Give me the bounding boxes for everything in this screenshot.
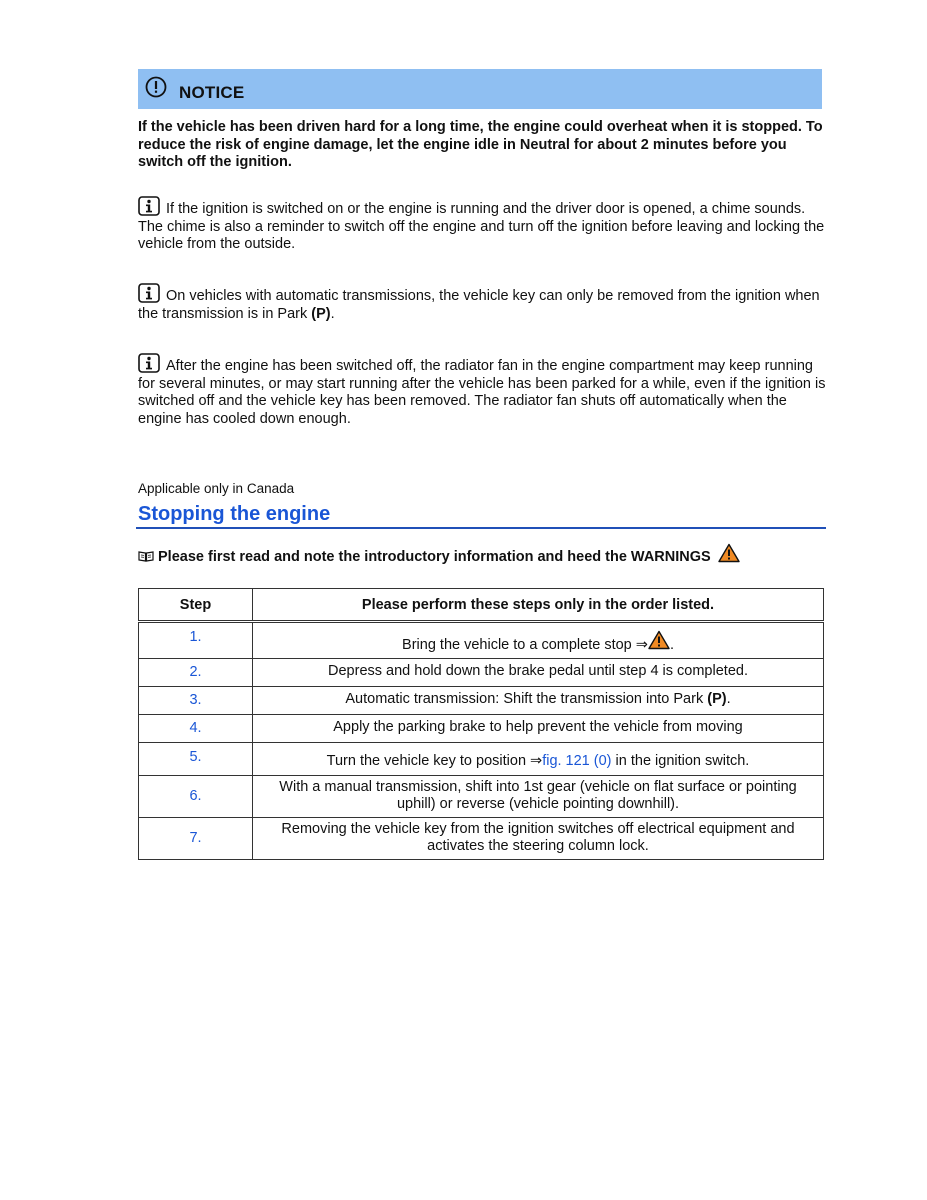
info-note — [138, 353, 828, 428]
book-icon — [138, 550, 154, 562]
table-row — [139, 714, 824, 742]
step-text: Depress and hold down the brake pedal until step 4 is completed. — [253, 658, 824, 686]
info-note — [138, 196, 828, 254]
step-text-end: . — [669, 637, 674, 653]
step-text — [253, 622, 824, 659]
table-row — [139, 775, 824, 817]
step-text: Apply the parking brake to help prevent the vehicle from moving — [253, 714, 824, 742]
table-header-row — [139, 589, 824, 622]
step-text — [253, 742, 824, 775]
step-text-main: Bring the vehicle to a complete stop ⇒ — [402, 637, 648, 653]
steps-table — [138, 588, 824, 860]
step-text: Removing the vehicle key from the ignition switches off electrical equipment and activates the steering column lock. — [253, 817, 824, 859]
step-number: 6. — [139, 775, 253, 817]
step-number: 7. — [139, 817, 253, 859]
step-number: 1. — [139, 622, 253, 659]
warning-triangle-icon[interactable] — [718, 543, 740, 563]
info-icon — [138, 353, 160, 373]
figure-link[interactable]: fig. 121 (0) — [542, 752, 612, 769]
section-divider — [136, 527, 826, 529]
table-row — [139, 742, 824, 775]
park-label: (P) — [707, 691, 727, 708]
applicability-note: Applicable only in Canada — [138, 481, 295, 496]
step-text-end: in the ignition switch. — [611, 752, 750, 769]
column-header-instructions: Please perform these steps only in the order listed. — [253, 589, 824, 622]
step-text — [253, 686, 824, 714]
park-label: (P) — [311, 305, 331, 322]
step-text-main: Automatic transmission: Shift the transmission into Park — [345, 691, 708, 708]
info-note-text: After the engine has been switched off, the radiator fan in the engine compartment may keep running for several minutes, or may start running after the vehicle has been parked for a while, even if the ignition is switched off and the vehicle key has been removed. The radiator fan shuts off automatically when the engine has cooled down enough. — [138, 358, 826, 427]
section-title: Stopping the engine — [138, 503, 331, 525]
notice-title: NOTICE — [179, 83, 245, 102]
step-text: With a manual transmission, shift into 1st gear (vehicle on flat surface or pointing uphill) or reverse (vehicle pointing downhill). — [253, 775, 824, 817]
table-row — [139, 622, 824, 659]
table-row — [139, 658, 824, 686]
info-note-text: If the ignition is switched on or the engine is running and the driver door is opened, a chime sounds. The chime is also a reminder to switch off the engine and turn off the ignition before leaving and locking the vehicle from the outside. — [138, 201, 825, 252]
table-row — [139, 686, 824, 714]
step-number: 3. — [139, 686, 253, 714]
warning-triangle-icon[interactable] — [648, 630, 670, 650]
read-first-text: Please first read and note the introductory information and heed the WARNINGS — [158, 549, 711, 565]
info-icon — [138, 196, 160, 216]
column-header-step: Step — [139, 589, 253, 622]
info-note-text-end: . — [330, 305, 335, 322]
step-text-end: . — [726, 691, 731, 708]
step-number: 2. — [139, 658, 253, 686]
step-number: 4. — [139, 714, 253, 742]
step-text-main: Turn the vehicle key to position ⇒ — [326, 752, 543, 769]
info-note-text: On vehicles with automatic transmissions, the vehicle key can only be removed from the ignition when the transmission is in Park — [138, 288, 820, 322]
notice-text: If the vehicle has been driven hard for a long time, the engine could overheat when it is stopped. To reduce the risk of engine damage, let the engine idle in Neutral for about 2 minutes before you switch off the ignition. — [138, 119, 823, 170]
exclamation-circle-icon — [145, 76, 167, 98]
info-note — [138, 283, 828, 323]
table-row — [139, 817, 824, 859]
info-icon — [138, 283, 160, 303]
read-first-note — [138, 543, 828, 565]
step-number: 5. — [139, 742, 253, 775]
notice-header — [138, 69, 822, 109]
